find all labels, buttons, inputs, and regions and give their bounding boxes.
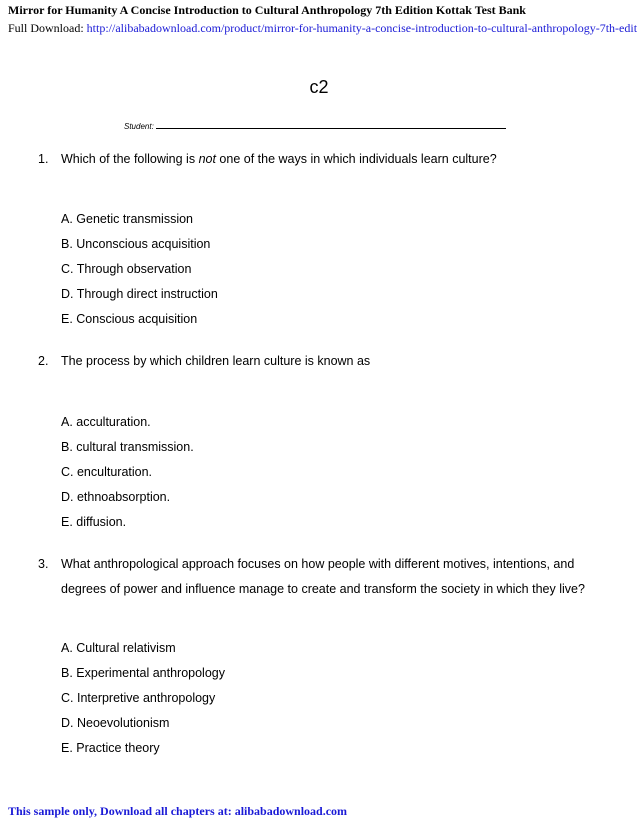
question-text: Which of the following is not one of the ways in which individuals learn culture?: [61, 152, 497, 166]
choice-e: E. Conscious acquisition: [61, 312, 198, 326]
question-text: What anthropological approach focuses on how people with different motives, intentions, and degrees of power and influence manage to create and transform the society in which they live?: [61, 557, 585, 596]
question-number: 3.: [38, 557, 49, 571]
choice-b: B. cultural transmission.: [61, 440, 194, 454]
choice-d: D. Neoevolutionism: [61, 716, 170, 730]
student-name-line: [156, 122, 506, 129]
choice-c: C. enculturation.: [61, 465, 153, 479]
student-label: Student:: [124, 122, 154, 131]
choice-e: E. Practice theory: [61, 741, 160, 755]
footer-download-note[interactable]: This sample only, Download all chapters at: alibabadownload.com: [8, 804, 348, 818]
choice-e: E. diffusion.: [61, 515, 127, 529]
download-row: [8, 19, 638, 37]
choice-list: [61, 636, 225, 761]
question-number: 1.: [38, 152, 49, 166]
choice-a: A. Genetic transmission: [61, 212, 193, 226]
student-field: [124, 121, 506, 133]
choice-d: D. ethnoabsorption.: [61, 490, 171, 504]
question-number: 2.: [38, 354, 49, 368]
choice-b: B. Experimental anthropology: [61, 666, 225, 680]
page-header: [8, 1, 638, 37]
choice-d: D. Through direct instruction: [61, 287, 218, 301]
download-link[interactable]: http://alibabadownload.com/product/mirror-for-humanity-a-concise-introduction-to-cultural-anthropology-7th-edit: [86, 21, 638, 35]
header-title: Mirror for Humanity A Concise Introduction to Cultural Anthropology 7th Edition Kottak Test Bank: [8, 3, 526, 17]
question-text: The process by which children learn culture is known as: [61, 354, 371, 368]
choice-list: [61, 410, 194, 535]
choice-c: C. Through observation: [61, 262, 192, 276]
choice-a: A. acculturation.: [61, 415, 151, 429]
choice-b: B. Unconscious acquisition: [61, 237, 211, 251]
choice-c: C. Interpretive anthropology: [61, 691, 216, 705]
question-emphasis: not: [198, 152, 216, 166]
download-label: Full Download:: [8, 21, 87, 35]
choice-a: A. Cultural relativism: [61, 641, 176, 655]
choice-list: [61, 207, 218, 332]
document-title: c2: [309, 77, 329, 97]
